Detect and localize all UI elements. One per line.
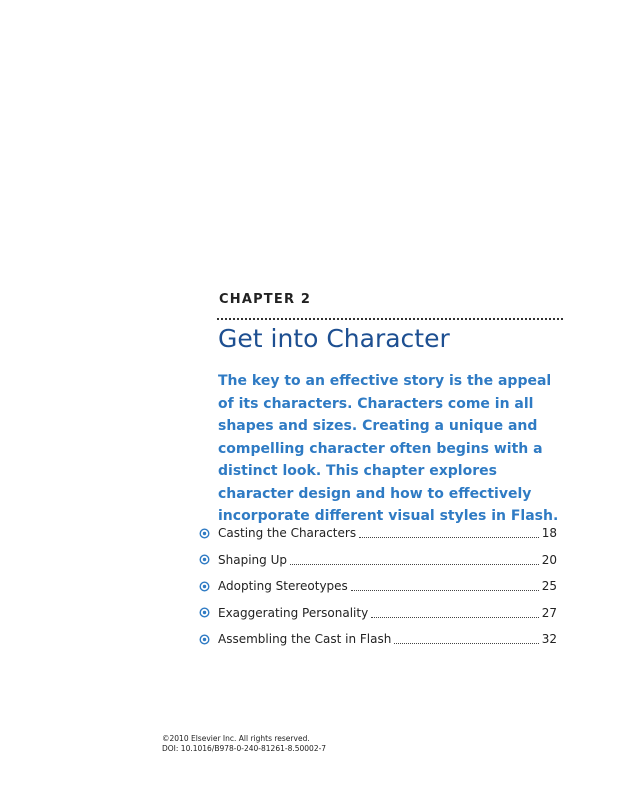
- circle-dot-icon: [199, 554, 210, 565]
- toc-entry-casting[interactable]: [199, 520, 557, 547]
- toc-entry-title: Assembling the Cast in Flash: [218, 632, 392, 647]
- toc-entry-title: Exaggerating Personality: [218, 605, 369, 620]
- toc-leader-dots: [290, 563, 539, 565]
- toc-entry-title: Casting the Characters: [218, 526, 357, 541]
- toc-entry-assembling[interactable]: [199, 626, 557, 653]
- toc-entry-shaping[interactable]: [199, 547, 557, 574]
- toc-entry-title: Adopting Stereotypes: [218, 579, 348, 594]
- toc-leader-dots: [394, 642, 538, 644]
- toc-leader-dots: [359, 536, 539, 538]
- toc-entry-page: 18: [541, 526, 557, 541]
- toc-entry-page: 20: [541, 552, 557, 567]
- toc-entry-page: 25: [541, 579, 557, 594]
- chapter-intro: The key to an effective story is the appeal of its characters. Characters come in all shapes and sizes. Creating a unique and compelling character often begins with a distinct look. This chapter explores character design and how to effectively incorporate different visual styles in Flash.: [218, 373, 559, 524]
- circle-dot-icon: [199, 634, 210, 645]
- chapter-divider: [217, 318, 563, 320]
- toc-entry-personality[interactable]: [199, 600, 557, 627]
- toc-entry-page: 27: [541, 605, 557, 620]
- copyright-footer: [162, 734, 326, 754]
- table-of-contents: [199, 520, 557, 653]
- toc-entry-page: 32: [541, 632, 557, 647]
- circle-dot-icon: [199, 528, 210, 539]
- circle-dot-icon: [199, 581, 210, 592]
- circle-dot-icon: [199, 607, 210, 618]
- toc-entry-title: Shaping Up: [218, 552, 287, 567]
- chapter-label: CHAPTER 2: [219, 292, 312, 307]
- toc-entry-stereotypes[interactable]: [199, 573, 557, 600]
- copyright-line: ©2010 Elsevier Inc. All rights reserved.: [162, 734, 310, 743]
- chapter-title: Get into Character: [218, 324, 450, 353]
- toc-leader-dots: [371, 616, 539, 618]
- toc-leader-dots: [351, 589, 539, 591]
- doi-line: DOI: 10.1016/B978-0-240-81261-8.50002-7: [162, 744, 327, 753]
